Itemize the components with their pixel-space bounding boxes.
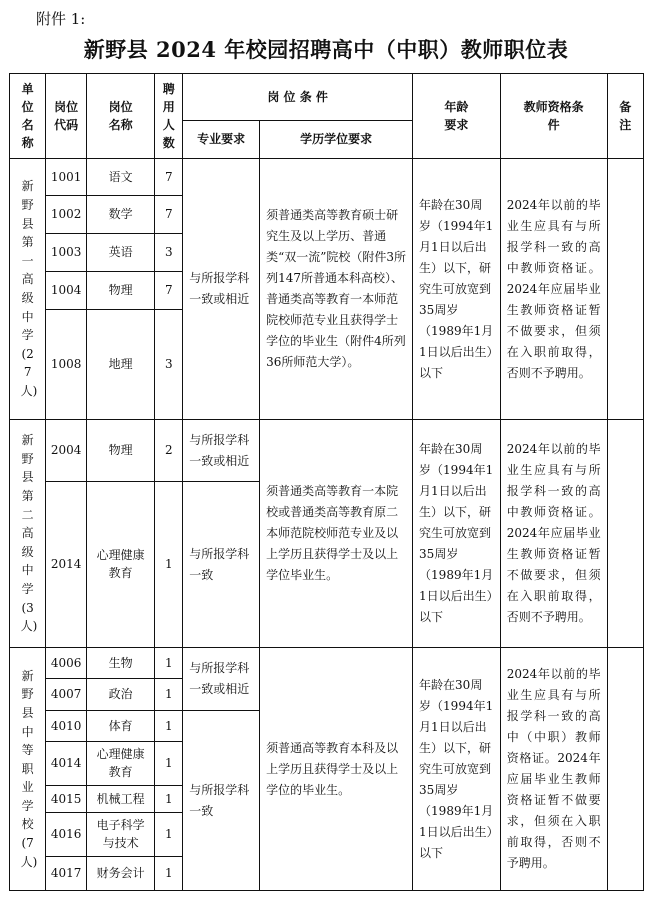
header-age: 年龄要求 bbox=[413, 74, 501, 159]
post-name: 语文 bbox=[86, 159, 154, 196]
position-table bbox=[9, 73, 644, 891]
table-row bbox=[10, 159, 644, 196]
post-name: 物理 bbox=[86, 272, 154, 310]
qualification-requirement: 2024年以前的毕业生应具有与所报学科一致的高中教师资格证。2024年应届毕业生教师资格证暂不做要求，但须在入职前取得，否则不予聘用。 bbox=[500, 420, 607, 648]
age-requirement: 年龄在30周岁（1994年1月1日以后出生）以下，研究生可放宽到35周岁（1989年1月1日以后出生）以下 bbox=[413, 648, 501, 891]
qualification-requirement: 2024年以前的毕业生应具有与所报学科一致的高中教师资格证。2024年应届毕业生教师资格证暂不做要求，但须在入职前取得，否则不予聘用。 bbox=[500, 159, 607, 420]
header-name: 岗位名称 bbox=[86, 74, 154, 159]
post-name: 心理健康教育 bbox=[86, 482, 154, 648]
header-row-1 bbox=[10, 74, 644, 121]
table-row bbox=[10, 420, 644, 482]
post-code: 1001 bbox=[46, 159, 87, 196]
post-name: 生物 bbox=[86, 648, 154, 679]
post-name: 电子科学与技术 bbox=[86, 813, 154, 857]
post-code: 4010 bbox=[46, 711, 87, 742]
post-count: 3 bbox=[155, 234, 183, 272]
post-count: 1 bbox=[155, 482, 183, 648]
post-count: 1 bbox=[155, 857, 183, 891]
post-name: 地理 bbox=[86, 310, 154, 420]
post-count: 1 bbox=[155, 711, 183, 742]
major-requirement: 与所报学科一致 bbox=[183, 482, 260, 648]
post-count: 2 bbox=[155, 420, 183, 482]
post-name: 机械工程 bbox=[86, 786, 154, 813]
major-requirement: 与所报学科一致或相近 bbox=[183, 420, 260, 482]
header-remark: 备注 bbox=[607, 74, 643, 159]
post-code: 1008 bbox=[46, 310, 87, 420]
age-requirement: 年龄在30周岁（1994年1月1日以后出生）以下，研究生可放宽到35周岁（1989年1月1日以后出生）以下 bbox=[413, 159, 501, 420]
header-education: 学历学位要求 bbox=[260, 121, 413, 159]
post-name: 财务会计 bbox=[86, 857, 154, 891]
post-count: 7 bbox=[155, 196, 183, 234]
post-code: 2014 bbox=[46, 482, 87, 648]
header-unit: 单位名称 bbox=[10, 74, 46, 159]
post-code: 4014 bbox=[46, 742, 87, 786]
post-code: 4015 bbox=[46, 786, 87, 813]
post-code: 4017 bbox=[46, 857, 87, 891]
education-requirement: 须普通类高等教育一本院校或普通类高等教育原二本师范院校师范专业及以上学历且获得学士及以上学位毕业生。 bbox=[260, 420, 413, 648]
page-title: 新野县 2024 年校园招聘高中（中职）教师职位表 bbox=[83, 37, 569, 62]
post-count: 1 bbox=[155, 786, 183, 813]
qualification-requirement: 2024年以前的毕业生应具有与所报学科一致的高中（中职）教师资格证。2024年应届毕业生教师资格证暂不做要求，但须在入职前取得，否则不予聘用。 bbox=[500, 648, 607, 891]
post-code: 4007 bbox=[46, 679, 87, 711]
education-requirement: 须普通类高等教育硕士研究生及以上学历、普通类“双一流”院校（附件3所列147所普通本科高校）、普通类高等教育一本师范院校师范专业且获得学士学位的毕业生（附件4所列36所师范大学）。 bbox=[260, 159, 413, 420]
post-count: 1 bbox=[155, 648, 183, 679]
major-requirement: 与所报学科一致或相近 bbox=[183, 648, 260, 711]
post-count: 1 bbox=[155, 742, 183, 786]
post-code: 2004 bbox=[46, 420, 87, 482]
header-major: 专业要求 bbox=[183, 121, 260, 159]
header-count: 聘用人数 bbox=[155, 74, 183, 159]
age-requirement: 年龄在30周岁（1994年1月1日以后出生）以下，研究生可放宽到35周岁（1989年1月1日以后出生）以下 bbox=[413, 420, 501, 648]
table-row bbox=[10, 648, 644, 679]
post-name: 心理健康教育 bbox=[86, 742, 154, 786]
post-count: 7 bbox=[155, 272, 183, 310]
post-name: 政治 bbox=[86, 679, 154, 711]
remark-cell bbox=[607, 420, 643, 648]
post-code: 4016 bbox=[46, 813, 87, 857]
post-code: 1003 bbox=[46, 234, 87, 272]
unit-cell: 新野县中等职业学校(7人) bbox=[10, 648, 46, 891]
post-code: 1002 bbox=[46, 196, 87, 234]
header-conditions: 岗 位 条 件 bbox=[183, 74, 413, 121]
attachment-label: 附件 1: bbox=[36, 10, 86, 28]
post-name: 数学 bbox=[86, 196, 154, 234]
unit-cell: 新野县第一高级中学(27人) bbox=[10, 159, 46, 420]
post-code: 4006 bbox=[46, 648, 87, 679]
header-qualification: 教师资格条件 bbox=[500, 74, 607, 159]
header-code: 岗位代码 bbox=[46, 74, 87, 159]
post-count: 7 bbox=[155, 159, 183, 196]
remark-cell bbox=[607, 648, 643, 891]
post-count: 1 bbox=[155, 813, 183, 857]
unit-cell: 新野县第二高级中学(3人) bbox=[10, 420, 46, 648]
major-requirement: 与所报学科一致或相近 bbox=[183, 159, 260, 420]
remark-cell bbox=[607, 159, 643, 420]
post-name: 体育 bbox=[86, 711, 154, 742]
post-name: 英语 bbox=[86, 234, 154, 272]
post-count: 3 bbox=[155, 310, 183, 420]
post-code: 1004 bbox=[46, 272, 87, 310]
post-name: 物理 bbox=[86, 420, 154, 482]
major-requirement: 与所报学科一致 bbox=[183, 711, 260, 891]
education-requirement: 须普通高等教育本科及以上学历且获得学士及以上学位的毕业生。 bbox=[260, 648, 413, 891]
post-count: 1 bbox=[155, 679, 183, 711]
